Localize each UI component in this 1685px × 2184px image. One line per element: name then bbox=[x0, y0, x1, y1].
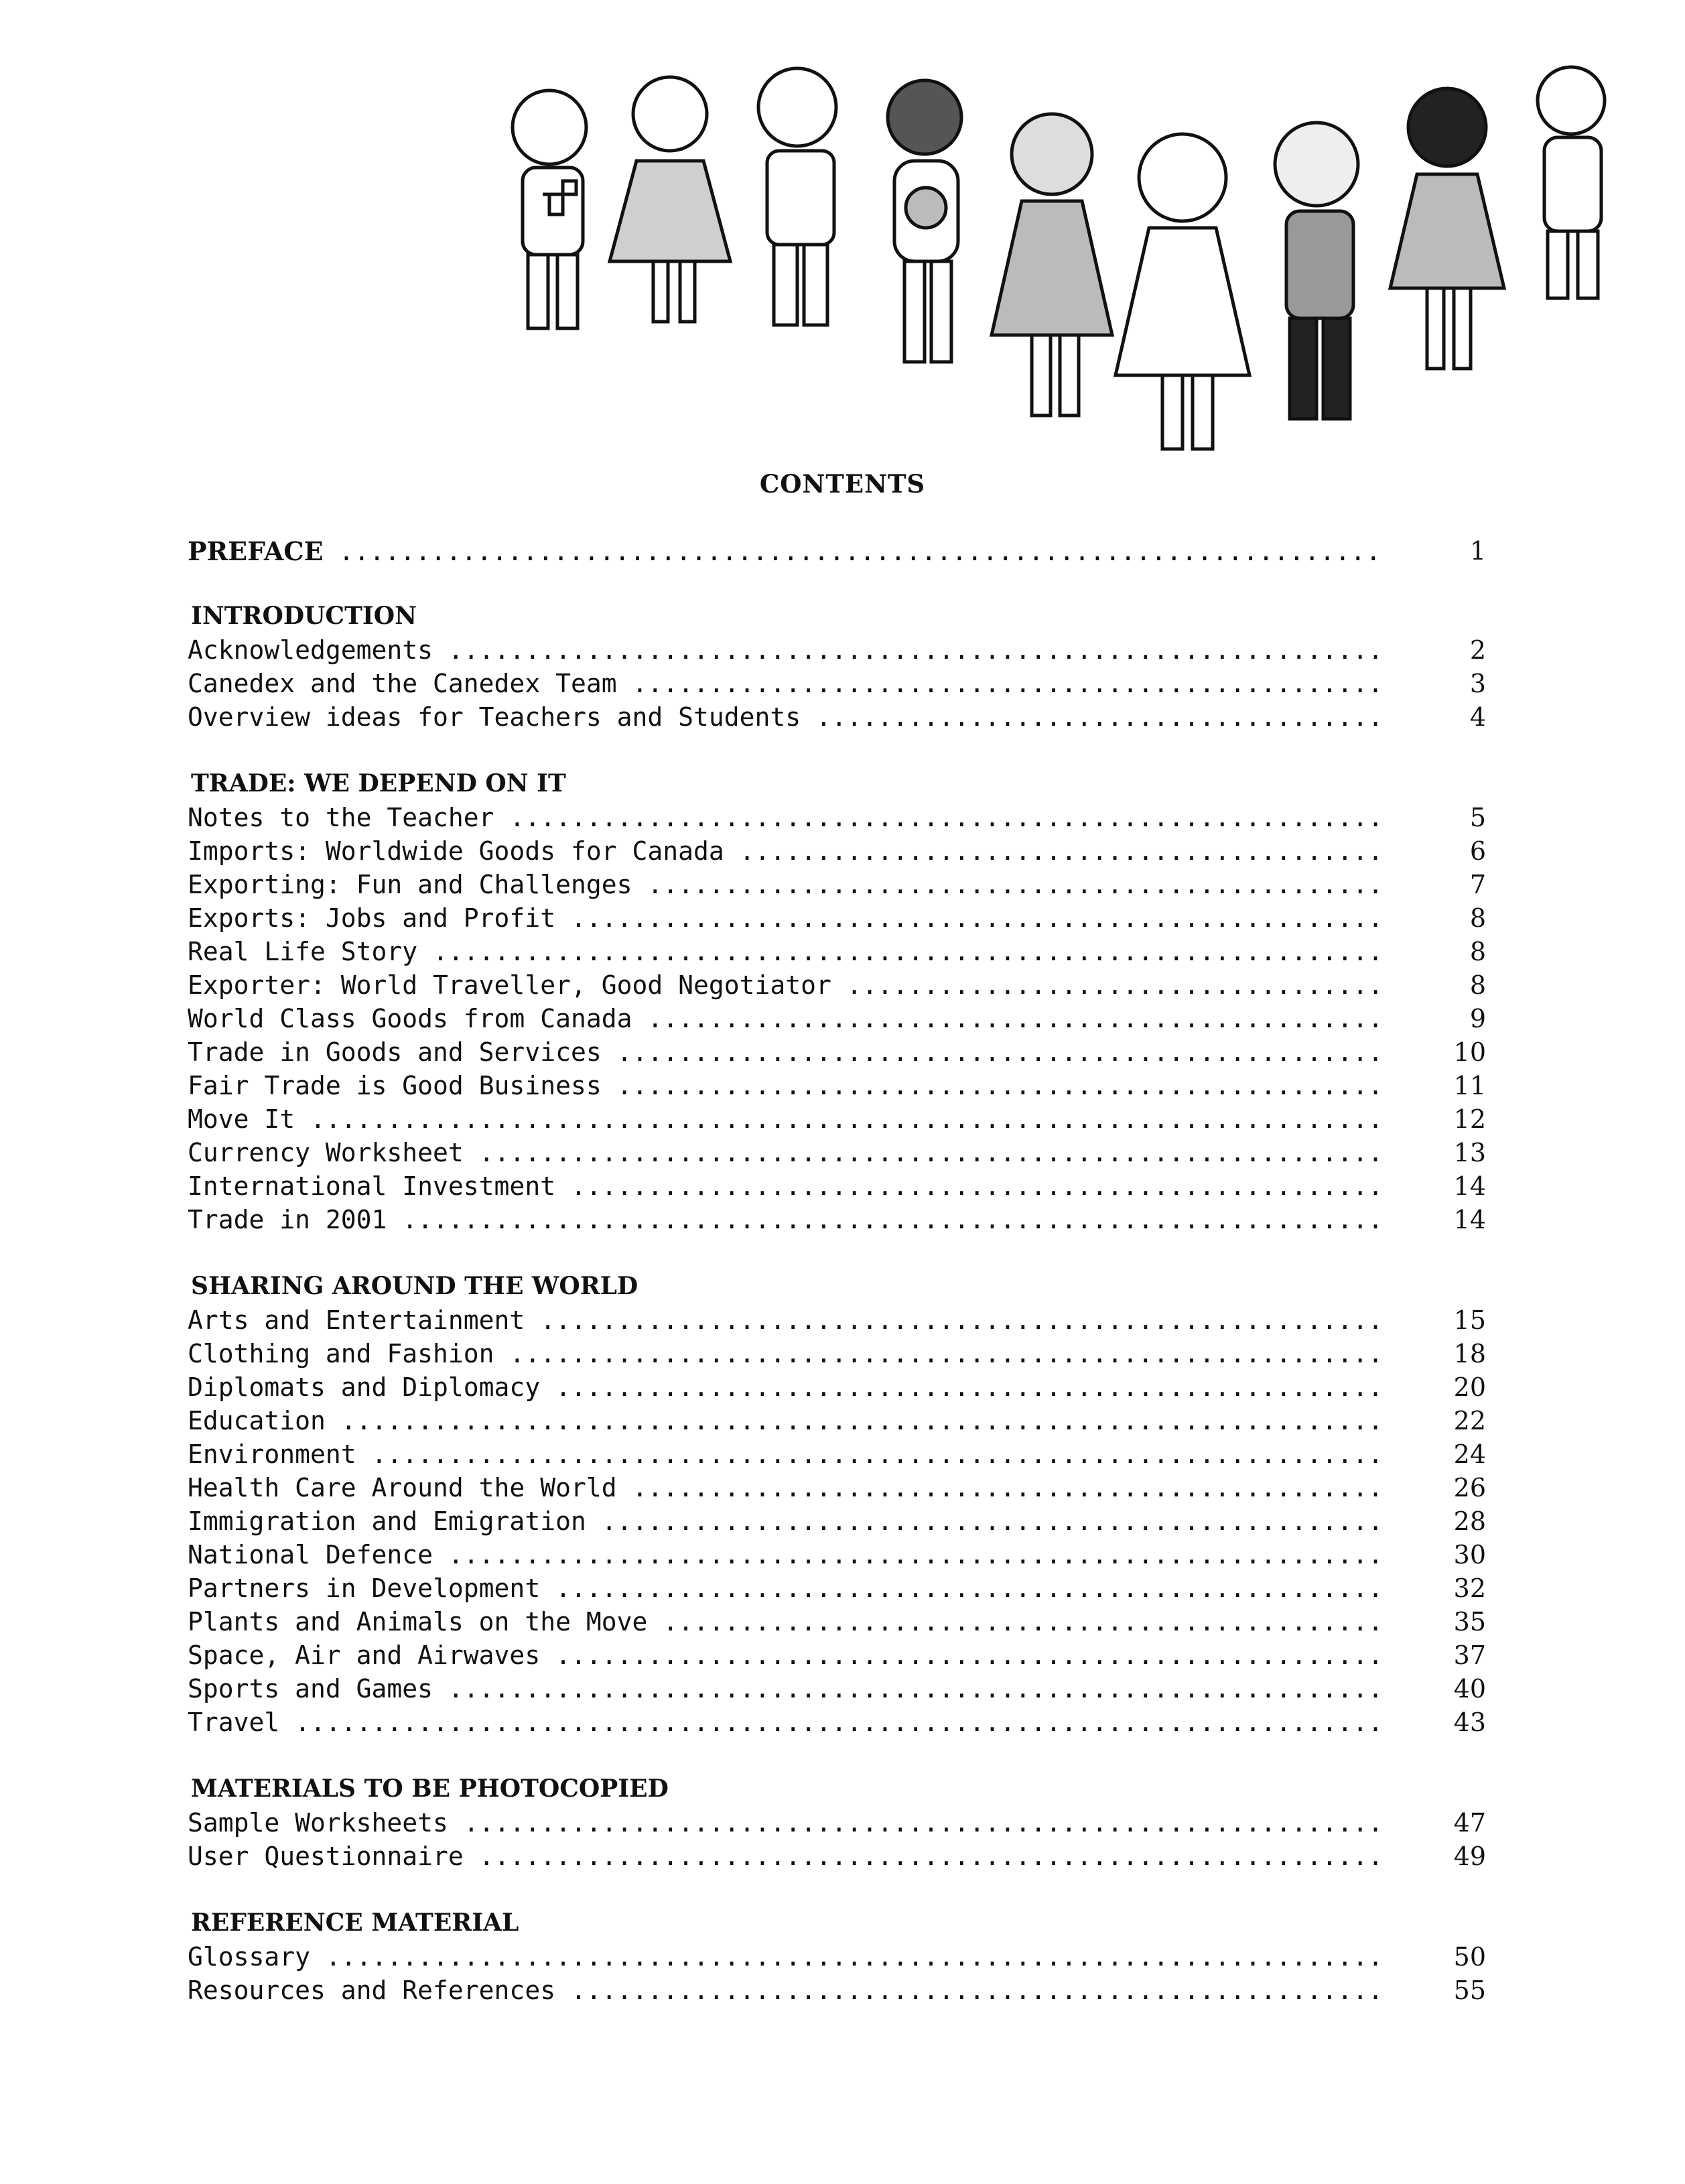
toc-entry-title: Resources and References ..... bbox=[188, 1976, 1380, 2005]
toc-entry-page: 20 bbox=[1453, 1372, 1486, 1402]
toc-entry[interactable] bbox=[188, 1573, 1486, 1607]
toc-entry-page: 30 bbox=[1453, 1540, 1486, 1569]
toc-entry[interactable] bbox=[188, 635, 1486, 669]
child-figure bbox=[610, 77, 730, 322]
section-heading: SHARING AROUND THE WORLD bbox=[191, 1272, 638, 1300]
section-heading: INTRODUCTION bbox=[191, 602, 417, 630]
children-illustration bbox=[469, 47, 1662, 476]
toc-entry-title: Sports and Games ..... bbox=[188, 1674, 1380, 1704]
toc-entry-title: Sample Worksheets ..... bbox=[188, 1808, 1380, 1838]
toc-entry-title: Arts and Entertainment ..... bbox=[188, 1305, 1380, 1335]
toc-entry-page: 7 bbox=[1469, 870, 1486, 899]
toc-entry[interactable] bbox=[188, 836, 1486, 870]
toc-entry-title: Exporting: Fun and Challenges ..... bbox=[188, 870, 1380, 899]
toc-entry-title: Currency Worksheet ..... bbox=[188, 1138, 1380, 1167]
toc-entry-page: 55 bbox=[1453, 1976, 1486, 2005]
toc-entry[interactable] bbox=[188, 1708, 1486, 1741]
toc-entry[interactable] bbox=[188, 1674, 1486, 1708]
child-figure bbox=[1275, 123, 1358, 419]
toc-entry-title: Trade in 2001 ..... bbox=[188, 1205, 1380, 1234]
toc-entry-title: Overview ideas for Teachers and Students ..... bbox=[188, 702, 1380, 732]
toc-entry-title: User Questionnaire ..... bbox=[188, 1842, 1380, 1871]
toc-entry-page: 14 bbox=[1453, 1205, 1486, 1234]
toc-entry-page: 47 bbox=[1453, 1808, 1486, 1838]
toc-entry-title: Exports: Jobs and Profit ..... bbox=[188, 903, 1380, 933]
toc-entry-page: 8 bbox=[1469, 970, 1486, 1000]
toc-entry-page: 26 bbox=[1453, 1473, 1486, 1502]
toc-entry[interactable] bbox=[188, 1406, 1486, 1439]
section-heading: REFERENCE MATERIAL bbox=[191, 1909, 519, 1937]
toc-entry-page: 8 bbox=[1469, 903, 1486, 933]
toc-entry-page: 14 bbox=[1453, 1171, 1486, 1201]
child-figure bbox=[888, 80, 961, 362]
toc-entry-title: Glossary ..... bbox=[188, 1942, 1380, 1972]
toc-entry[interactable] bbox=[188, 1540, 1486, 1573]
child-figure bbox=[513, 90, 586, 328]
toc-entry-title: Acknowledgements ..... bbox=[188, 635, 1380, 665]
toc-entry-title: Education ..... bbox=[188, 1406, 1380, 1435]
toc-entry-title: Move It ..... bbox=[188, 1104, 1380, 1134]
toc-entry[interactable] bbox=[188, 1842, 1486, 1875]
toc-entry-page: 35 bbox=[1453, 1607, 1486, 1636]
toc-entry[interactable] bbox=[188, 970, 1486, 1004]
toc-entry[interactable] bbox=[188, 1138, 1486, 1171]
toc-entry-title: National Defence ..... bbox=[188, 1540, 1380, 1569]
toc-entry[interactable] bbox=[188, 1004, 1486, 1037]
toc-entry-title: Clothing and Fashion ..... bbox=[188, 1339, 1380, 1368]
toc-entry-page: 50 bbox=[1453, 1942, 1486, 1972]
toc-entry[interactable] bbox=[188, 1808, 1486, 1842]
toc-entry[interactable] bbox=[188, 702, 1486, 736]
section-heading: TRADE: WE DEPEND ON IT bbox=[191, 769, 566, 797]
toc-entry[interactable] bbox=[188, 1071, 1486, 1104]
child-figure bbox=[1116, 134, 1250, 449]
toc-entry-preface[interactable] bbox=[188, 536, 1486, 570]
toc-entry-page: 1 bbox=[1469, 536, 1486, 566]
toc-entry-title: Notes to the Teacher ..... bbox=[188, 803, 1380, 832]
toc-entry[interactable] bbox=[188, 937, 1486, 970]
toc-entry-page: 4 bbox=[1469, 702, 1486, 732]
toc-entry[interactable] bbox=[188, 669, 1486, 702]
toc-entry[interactable] bbox=[188, 870, 1486, 903]
toc-entry-title: Fair Trade is Good Business ..... bbox=[188, 1071, 1380, 1100]
toc-entry-page: 24 bbox=[1453, 1439, 1486, 1469]
toc-entry-page: 15 bbox=[1453, 1305, 1486, 1335]
child-figure bbox=[992, 114, 1112, 415]
toc-entry-title: Real Life Story ..... bbox=[188, 937, 1380, 966]
toc-entry-page: 10 bbox=[1453, 1037, 1486, 1067]
toc-entry-title: Diplomats and Diplomacy ..... bbox=[188, 1372, 1380, 1402]
toc-entry[interactable] bbox=[188, 1104, 1486, 1138]
toc-entry[interactable] bbox=[188, 1942, 1486, 1976]
toc-entry[interactable] bbox=[188, 903, 1486, 937]
toc-entry[interactable] bbox=[188, 1506, 1486, 1540]
toc-entry-title: Canedex and the Canedex Team ..... bbox=[188, 669, 1380, 698]
toc-entry-page: 5 bbox=[1469, 803, 1486, 832]
toc-entry[interactable] bbox=[188, 1439, 1486, 1473]
child-figure bbox=[1538, 67, 1605, 298]
toc-entry[interactable] bbox=[188, 1205, 1486, 1238]
toc-entry[interactable] bbox=[188, 1976, 1486, 2009]
toc-entry-title: Plants and Animals on the Move ..... bbox=[188, 1607, 1380, 1636]
toc-entry-page: 28 bbox=[1453, 1506, 1486, 1536]
toc-entry-page: 40 bbox=[1453, 1674, 1486, 1704]
toc-entry-page: 18 bbox=[1453, 1339, 1486, 1368]
toc-entry[interactable] bbox=[188, 1037, 1486, 1071]
toc-entry[interactable] bbox=[188, 1607, 1486, 1641]
toc-entry-title: PREFACE ..... bbox=[188, 536, 1380, 566]
toc-entry-title: Environment ..... bbox=[188, 1439, 1380, 1469]
toc-entry-page: 3 bbox=[1469, 669, 1486, 698]
toc-entry-title: Imports: Worldwide Goods for Canada ..... bbox=[188, 836, 1380, 866]
toc-entry-page: 11 bbox=[1453, 1071, 1486, 1100]
section-heading: MATERIALS TO BE PHOTOCOPIED bbox=[191, 1775, 669, 1803]
toc-entry-page: 12 bbox=[1453, 1104, 1486, 1134]
toc-entry-page: 32 bbox=[1453, 1573, 1486, 1603]
toc-entry-page: 22 bbox=[1453, 1406, 1486, 1435]
toc-entry-page: 2 bbox=[1469, 635, 1486, 665]
toc-entry-page: 9 bbox=[1469, 1004, 1486, 1033]
toc-entry-page: 6 bbox=[1469, 836, 1486, 866]
toc-entry[interactable] bbox=[188, 1372, 1486, 1406]
toc-entry[interactable] bbox=[188, 1473, 1486, 1506]
toc-entry-page: 8 bbox=[1469, 937, 1486, 966]
child-figure bbox=[758, 68, 836, 325]
toc-entry-title: Trade in Goods and Services ..... bbox=[188, 1037, 1380, 1067]
toc-entry[interactable] bbox=[188, 1305, 1486, 1339]
toc-entry-title: Partners in Development ..... bbox=[188, 1573, 1380, 1603]
toc-entry-title: Travel ..... bbox=[188, 1708, 1380, 1737]
toc-entry[interactable] bbox=[188, 1171, 1486, 1205]
toc-entry-title: Immigration and Emigration ..... bbox=[188, 1506, 1380, 1536]
toc-entry[interactable] bbox=[188, 803, 1486, 836]
toc-entry-page: 37 bbox=[1453, 1641, 1486, 1670]
page-title: CONTENTS bbox=[759, 469, 926, 499]
toc-entry-title: International Investment ..... bbox=[188, 1171, 1380, 1201]
toc-entry[interactable] bbox=[188, 1339, 1486, 1372]
toc-entry-title: World Class Goods from Canada ..... bbox=[188, 1004, 1380, 1033]
child-figure bbox=[1390, 88, 1504, 369]
toc-entry-page: 49 bbox=[1453, 1842, 1486, 1871]
toc-entry-title: Exporter: World Traveller, Good Negotiator ..... bbox=[188, 970, 1380, 1000]
toc-entry-title: Space, Air and Airwaves ..... bbox=[188, 1641, 1380, 1670]
toc-entry-page: 13 bbox=[1453, 1138, 1486, 1167]
toc-entry-page: 43 bbox=[1453, 1708, 1486, 1737]
toc-entry-title: Health Care Around the World ..... bbox=[188, 1473, 1380, 1502]
toc-entry[interactable] bbox=[188, 1641, 1486, 1674]
